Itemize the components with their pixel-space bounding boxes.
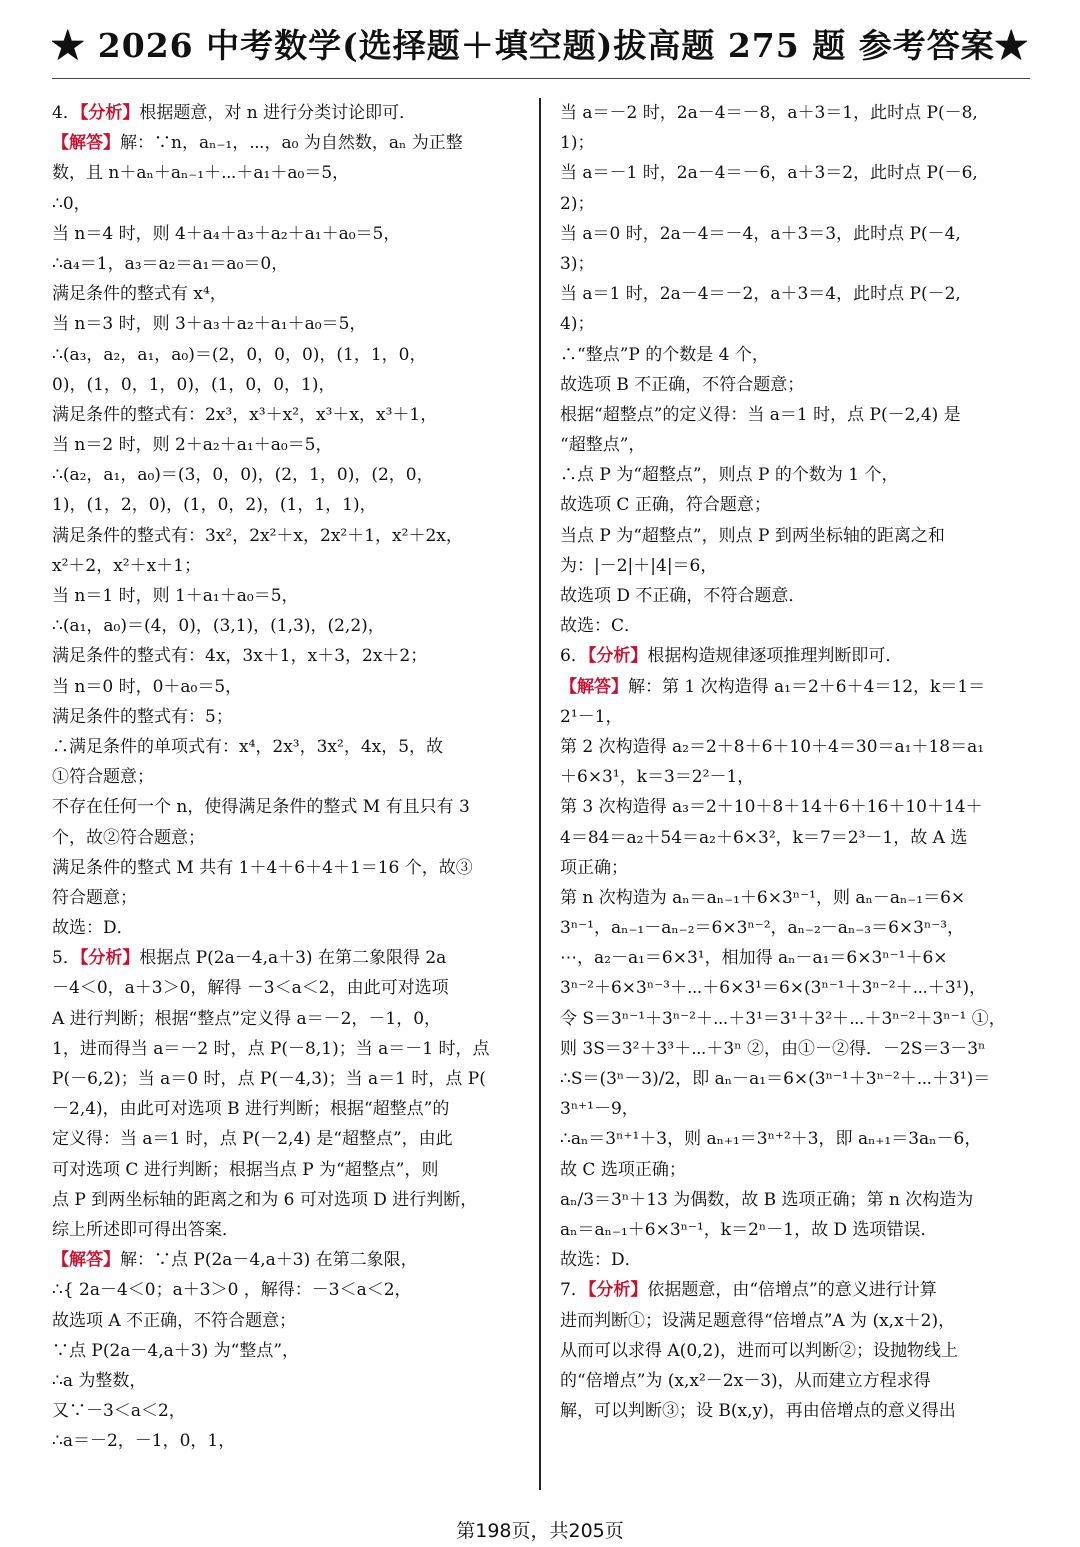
text-line bbox=[52, 1275, 524, 1305]
text-line bbox=[560, 460, 1032, 490]
line-text: ∴“整点”P 的个数是 4 个， bbox=[560, 344, 769, 365]
text-line bbox=[560, 702, 1032, 732]
line-text: 故选项 B 不正确，不符合题意； bbox=[560, 374, 805, 395]
text-line bbox=[52, 1366, 524, 1396]
section-tag: 【分析】 bbox=[587, 1280, 648, 1301]
text-line bbox=[52, 340, 524, 370]
line-text: ∴a＝－2，－1，0，1， bbox=[52, 1431, 236, 1452]
line-text: 3ⁿ⁻²＋6×3ⁿ⁻³＋⋯＋6×3¹＝6×(3ⁿ⁻¹＋3ⁿ⁻²＋⋯＋3¹)， bbox=[560, 978, 987, 999]
text-line bbox=[52, 853, 524, 883]
line-text: 不存在任何一个 n，使得满足条件的整式 M 有且只有 3 bbox=[52, 797, 470, 818]
text-line bbox=[52, 1064, 524, 1094]
line-text: 3ⁿ⁺¹－9， bbox=[560, 1099, 639, 1120]
line-text: 可对选项 C 进行判断；根据当点 P 为“超整点”，则 bbox=[52, 1159, 439, 1180]
line-text: 满足条件的整式有：3x²，2x²＋x，2x²＋1，x²＋2x， bbox=[52, 525, 463, 546]
text-line bbox=[52, 279, 524, 309]
section-tag: 【分析】 bbox=[79, 948, 140, 969]
text-line bbox=[52, 249, 524, 279]
line-text: －2,4)，由此可对选项 B 进行判断；根据“超整点”的 bbox=[52, 1099, 450, 1120]
line-text: 当 a＝－1 时，2a－4＝－6，a＋3＝2，此时点 P(－6, bbox=[560, 163, 978, 184]
line-text: P(－6,2)；当 a＝0 时，点 P(－4,3)；当 a＝1 时，点 P( bbox=[52, 1069, 486, 1089]
text-line bbox=[52, 732, 524, 762]
text-line bbox=[52, 702, 524, 732]
line-text: 满足条件的整式有：2x³，x³＋x²，x³＋x，x³＋1， bbox=[52, 404, 438, 425]
section-tag: 【解答】 bbox=[52, 1250, 120, 1271]
line-text: ∴S＝(3ⁿ－3)/2，即 aₙ－a₁＝6×(3ⁿ⁻¹＋3ⁿ⁻²＋⋯＋3¹)＝ bbox=[560, 1069, 991, 1089]
line-text: 个，故②符合题意； bbox=[52, 827, 205, 848]
text-line bbox=[52, 158, 524, 188]
text-line bbox=[52, 1124, 524, 1154]
text-line bbox=[560, 973, 1032, 1003]
text-line bbox=[52, 1245, 524, 1275]
section-tag: 【解答】 bbox=[560, 676, 628, 697]
line-text: ＋6×3¹，k＝3＝2²－1， bbox=[560, 767, 755, 788]
line-text: 当 n＝3 时，则 3＋a₃＋a₂＋a₁＋a₀＝5， bbox=[52, 314, 367, 335]
section-tag: 【解答】 bbox=[52, 133, 120, 154]
line-text: 满足条件的整式有：5； bbox=[52, 706, 233, 727]
text-line bbox=[560, 370, 1032, 400]
text-line bbox=[52, 1215, 524, 1245]
text-line bbox=[560, 641, 1032, 671]
line-text: ∵点 P(2a－4,a＋3) 为“整点”， bbox=[52, 1340, 300, 1361]
line-text: 解：∵n，aₙ₋₁，⋯，a₀ 为自然数，aₙ 为正整 bbox=[120, 133, 463, 154]
text-line bbox=[52, 490, 524, 520]
line-text: 故选：C． bbox=[560, 616, 642, 637]
text-line bbox=[560, 128, 1032, 158]
text-line bbox=[560, 823, 1032, 853]
text-line bbox=[52, 189, 524, 219]
left-column bbox=[52, 98, 524, 1456]
line-text: －4＜0，a＋3＞0，解得 －3＜a＜2，由此可对选项 bbox=[52, 978, 449, 999]
line-text: 满足条件的整式有 x⁴， bbox=[52, 284, 227, 305]
text-line bbox=[52, 943, 524, 973]
line-text: 数，且 n＋aₙ＋aₙ₋₁＋⋯＋a₁＋a₀＝5， bbox=[52, 163, 350, 184]
line-text: 当点 P 为“超整点”，则点 P 到两坐标轴的距离之和 bbox=[560, 525, 945, 546]
text-line bbox=[560, 1064, 1032, 1094]
line-text: ∴(a₂，a₁，a₀)＝(3，0，0)，(2，1，0)，(2，0， bbox=[52, 465, 434, 486]
text-line bbox=[560, 1306, 1032, 1336]
text-line bbox=[560, 219, 1032, 249]
text-line bbox=[560, 309, 1032, 339]
text-line bbox=[560, 581, 1032, 611]
text-line bbox=[52, 913, 524, 943]
line-text: ∴a 为整数， bbox=[52, 1370, 147, 1391]
text-line bbox=[52, 611, 524, 641]
line-text: 1，进而得当 a＝－2 时，点 P(－8,1)；当 a＝－1 时，点 bbox=[52, 1038, 490, 1059]
line-text: 4)； bbox=[560, 314, 595, 335]
line-text: 当 a＝0 时，2a－4＝－4，a＋3＝3，此时点 P(－4, bbox=[560, 223, 961, 244]
text-line bbox=[560, 1275, 1032, 1305]
line-text: 解：∵点 P(2a－4,a＋3) 在第二象限， bbox=[120, 1250, 418, 1271]
line-text: 从而可以求得 A(0,2)，进而可以判断②；设抛物线上 bbox=[560, 1340, 958, 1361]
line-text: “超整点”， bbox=[560, 435, 646, 456]
text-line bbox=[52, 551, 524, 581]
line-text: ∴满足条件的单项式有：x⁴，2x³，3x²，4x，5，故 bbox=[52, 736, 444, 757]
text-line bbox=[560, 249, 1032, 279]
text-line bbox=[52, 1426, 524, 1456]
line-text: 点 P 到两坐标轴的距离之和为 6 可对选项 D 进行判断， bbox=[52, 1189, 478, 1210]
line-text: 3ⁿ⁻¹，aₙ₋₁－aₙ₋₂＝6×3ⁿ⁻²，aₙ₋₂－aₙ₋₃＝6×3ⁿ⁻³， bbox=[560, 918, 965, 939]
text-line bbox=[52, 400, 524, 430]
section-tag: 【分析】 bbox=[79, 103, 140, 123]
text-line bbox=[52, 1336, 524, 1366]
line-text: 2)； bbox=[560, 193, 595, 214]
section-tag: 【分析】 bbox=[587, 646, 648, 667]
line-text: 当 n＝2 时，则 2＋a₂＋a₁＋a₀＝5， bbox=[52, 435, 333, 456]
text-line bbox=[52, 641, 524, 671]
line-text: 0)，(1，0，1，0)，(1，0，0，1)， bbox=[52, 374, 336, 395]
text-line bbox=[52, 883, 524, 913]
line-text: ∴0， bbox=[52, 193, 91, 214]
line-text: 当 a＝1 时，2a－4＝－2，a＋3＝4，此时点 P(－2, bbox=[560, 284, 961, 305]
line-text: 3)； bbox=[560, 253, 595, 274]
line-text: ∴(a₁，a₀)＝(4，0)，(3,1)，(1,3)，(2,2)， bbox=[52, 616, 385, 637]
line-text: 第 2 次构造得 a₂＝2＋8＋6＋10＋4＝30＝a₁＋18＝a₁ bbox=[560, 736, 985, 757]
text-line bbox=[560, 883, 1032, 913]
line-text: 当 a＝－2 时，2a－4＝－8，a＋3＝1，此时点 P(－8, bbox=[560, 103, 978, 123]
text-line bbox=[560, 732, 1032, 762]
page-number-footer: 第198页，共205页 bbox=[456, 1520, 624, 1542]
text-line bbox=[52, 792, 524, 822]
line-text: ∴aₙ＝3ⁿ⁺¹＋3，则 aₙ₊₁＝3ⁿ⁺²＋3，即 aₙ₊₁＝3aₙ－6， bbox=[560, 1129, 982, 1150]
text-line bbox=[52, 1094, 524, 1124]
line-text: 依据题意，由“倍增点”的意义进行计算 bbox=[647, 1280, 937, 1301]
text-line bbox=[560, 551, 1032, 581]
text-line bbox=[52, 1306, 524, 1336]
line-text: 解，可以判断③；设 B(x,y)，再由倍增点的意义得出 bbox=[560, 1401, 956, 1422]
line-text: 解：第 1 次构造得 a₁＝2＋6＋4＝12，k＝1＝ bbox=[628, 676, 986, 697]
line-text: 7． bbox=[560, 1280, 588, 1301]
text-line bbox=[52, 672, 524, 702]
text-line bbox=[560, 521, 1032, 551]
line-text: ⋯，a₂－a₁＝6×3¹，相加得 aₙ－a₁＝6×3ⁿ⁻¹＋6× bbox=[560, 948, 948, 969]
text-line bbox=[560, 189, 1032, 219]
line-text: ①符合题意； bbox=[52, 767, 154, 788]
line-text: ∴点 P 为“超整点”，则点 P 的个数为 1 个， bbox=[560, 465, 899, 486]
line-text: 当 n＝0 时，0＋a₀＝5， bbox=[52, 676, 243, 697]
text-line bbox=[52, 219, 524, 249]
line-text: 6． bbox=[560, 646, 588, 667]
line-text: 故选：D． bbox=[52, 918, 134, 939]
text-line bbox=[52, 98, 524, 128]
text-line bbox=[560, 853, 1032, 883]
line-text: 为：|－2|＋|4|＝6， bbox=[560, 555, 718, 576]
text-line bbox=[52, 309, 524, 339]
text-line bbox=[52, 1004, 524, 1034]
line-text: 符合题意； bbox=[52, 887, 137, 908]
line-text: 则 3S＝3²＋3³＋⋯＋3ⁿ ②，由①－②得．－2S＝3－3ⁿ bbox=[560, 1038, 986, 1059]
line-text: ∴a₄＝1，a₃＝a₂＝a₁＝a₀＝0， bbox=[52, 253, 289, 274]
text-line bbox=[52, 1034, 524, 1064]
line-text: aₙ＝aₙ₋₁＋6×3ⁿ⁻¹，k＝2ⁿ－1，故 D 选项错误． bbox=[560, 1219, 938, 1240]
line-text: 满足条件的整式有：4x，3x＋1，x＋3，2x＋2； bbox=[52, 646, 428, 667]
text-line bbox=[560, 672, 1032, 702]
line-text: 故选项 A 不正确，不符合题意； bbox=[52, 1310, 297, 1331]
text-line bbox=[560, 762, 1032, 792]
text-line bbox=[560, 1245, 1032, 1275]
text-line bbox=[560, 1124, 1032, 1154]
page-header-title: ★ 2026 中考数学(选择题＋填空题)拔高题 275 题 参考答案★ bbox=[51, 26, 1029, 65]
line-text: 第 3 次构造得 a₃＝2＋10＋8＋14＋6＋16＋10＋14＋ bbox=[560, 797, 983, 818]
text-line bbox=[52, 973, 524, 1003]
text-line bbox=[560, 1366, 1032, 1396]
text-line bbox=[560, 611, 1032, 641]
text-line bbox=[560, 913, 1032, 943]
text-line bbox=[560, 430, 1032, 460]
line-text: 根据题意，对 n 进行分类讨论即可． bbox=[139, 103, 417, 123]
text-line bbox=[52, 762, 524, 792]
text-line bbox=[560, 1034, 1032, 1064]
line-text: 根据“超整点”的定义得：当 a＝1 时，点 P(－2,4) 是 bbox=[560, 404, 961, 425]
line-text: ∴{ 2a－4＜0；a＋3＞0 ，解得：－3＜a＜2， bbox=[52, 1280, 412, 1301]
line-text: 定义得：当 a＝1 时，点 P(－2,4) 是“超整点”，由此 bbox=[52, 1129, 453, 1150]
line-text: 满足条件的整式 M 共有 1＋4＋6＋4＋1＝16 个，故③ bbox=[52, 857, 473, 878]
text-line bbox=[560, 1215, 1032, 1245]
text-line bbox=[560, 340, 1032, 370]
line-text: 第 n 次构造为 aₙ＝aₙ₋₁＋6×3ⁿ⁻¹，则 aₙ－aₙ₋₁＝6× bbox=[560, 887, 966, 908]
text-line bbox=[52, 521, 524, 551]
line-text: 故选项 C 正确，符合题意； bbox=[560, 495, 771, 516]
text-line bbox=[560, 1185, 1032, 1215]
text-line bbox=[560, 1004, 1032, 1034]
text-line bbox=[560, 158, 1032, 188]
line-text: ∴(a₃，a₂，a₁，a₀)＝(2，0，0，0)，(1，1，0， bbox=[52, 344, 427, 365]
line-text: 1)，(1，2，0)，(1，0，2)，(1，1，1)， bbox=[52, 495, 377, 516]
text-line bbox=[560, 1336, 1032, 1366]
line-text: 令 S＝3ⁿ⁻¹＋3ⁿ⁻²＋⋯＋3¹＝3¹＋3²＋⋯＋3ⁿ⁻²＋3ⁿ⁻¹ ①， bbox=[560, 1008, 1006, 1029]
line-text: 故选项 D 不正确，不符合题意． bbox=[560, 586, 806, 606]
line-text: 的“倍增点”为 (x,x²－2x－3)，从而建立方程求得 bbox=[560, 1370, 931, 1391]
line-text: 故选：D． bbox=[560, 1250, 642, 1271]
line-text: 综上所述即可得出答案． bbox=[52, 1219, 239, 1240]
line-text: 进而判断①；设满足题意得“倍增点”A 为 (x,x＋2)， bbox=[560, 1310, 956, 1331]
line-text: 项正确； bbox=[560, 857, 628, 878]
text-line bbox=[52, 581, 524, 611]
text-line bbox=[52, 128, 524, 158]
line-text: 2¹－1， bbox=[560, 706, 623, 727]
text-line bbox=[52, 823, 524, 853]
text-line bbox=[560, 279, 1032, 309]
text-line bbox=[560, 1396, 1032, 1426]
column-divider bbox=[539, 98, 541, 1490]
line-text: aₙ/3＝3ⁿ＋13 为偶数，故 B 选项正确；第 n 次构造为 bbox=[560, 1189, 974, 1210]
text-line bbox=[560, 98, 1032, 128]
line-text: 5． bbox=[52, 948, 80, 969]
text-line bbox=[52, 460, 524, 490]
text-line bbox=[52, 1185, 524, 1215]
line-text: 又∵－3＜a＜2， bbox=[52, 1401, 186, 1422]
line-text: A 进行判断；根据“整点”定义得 a＝－2，－1，0， bbox=[52, 1008, 442, 1029]
line-text: 4＝84＝a₂＋54＝a₂＋6×3²，k＝7＝2³－1，故 A 选 bbox=[560, 827, 968, 848]
text-line bbox=[52, 370, 524, 400]
text-line bbox=[560, 943, 1032, 973]
text-line bbox=[560, 792, 1032, 822]
line-text: 1)； bbox=[560, 133, 595, 154]
line-text: 根据点 P(2a－4,a＋3) 在第二象限得 2a bbox=[139, 948, 447, 969]
line-text: 当 n＝1 时，则 1＋a₁＋a₀＝5， bbox=[52, 586, 299, 606]
header-divider bbox=[52, 78, 1030, 79]
text-line bbox=[560, 1155, 1032, 1185]
line-text: 4． bbox=[52, 103, 80, 123]
line-text: 故 C 选项正确； bbox=[560, 1159, 686, 1180]
text-line bbox=[560, 400, 1032, 430]
line-text: 根据构造规律逐项推理判断即可． bbox=[647, 646, 903, 667]
text-line bbox=[52, 1155, 524, 1185]
text-line bbox=[560, 1094, 1032, 1124]
text-line bbox=[52, 1396, 524, 1426]
text-line bbox=[560, 490, 1032, 520]
right-column bbox=[560, 98, 1032, 1426]
line-text: x²＋2，x²＋x＋1； bbox=[52, 555, 202, 576]
text-line bbox=[52, 430, 524, 460]
line-text: 当 n＝4 时，则 4＋a₄＋a₃＋a₂＋a₁＋a₀＝5， bbox=[52, 223, 401, 244]
